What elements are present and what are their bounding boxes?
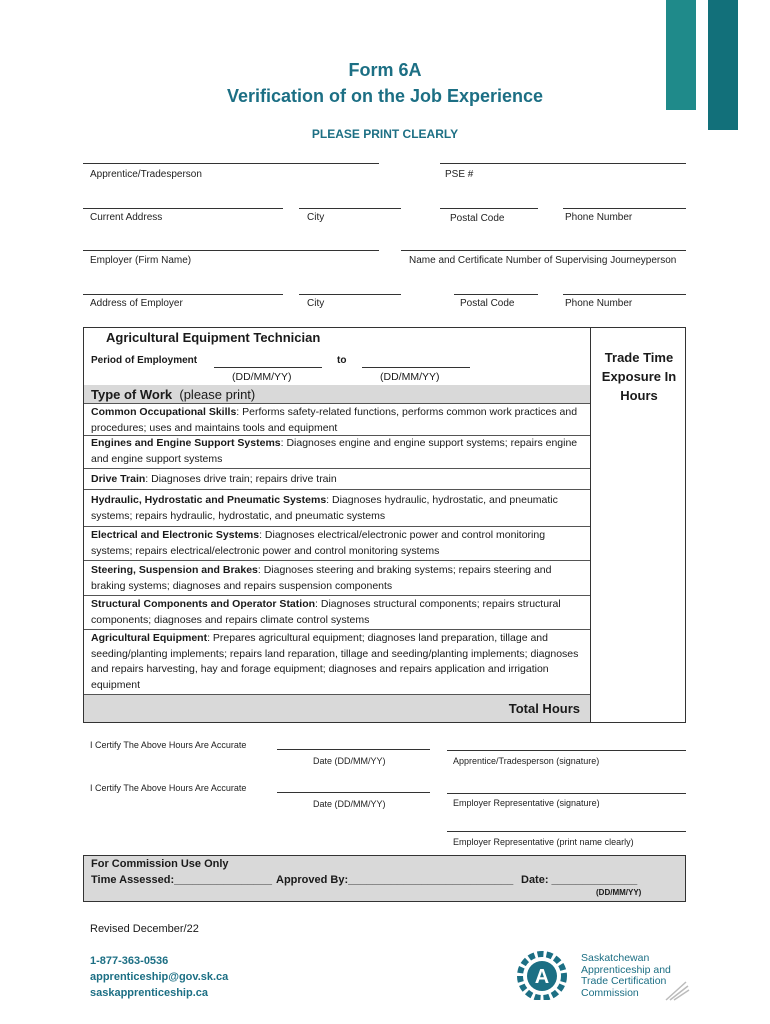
- period-to-field[interactable]: [362, 367, 470, 368]
- employer-phone-label: Phone Number: [565, 298, 633, 309]
- trade-name: Agricultural Equipment Technician: [106, 330, 321, 345]
- pse-label: PSE #: [445, 169, 474, 180]
- revised-date: Revised December/22: [90, 923, 199, 935]
- employer-city-field[interactable]: [299, 294, 401, 295]
- current-address-field[interactable]: [83, 208, 283, 209]
- employer-postal-field[interactable]: [454, 294, 538, 295]
- please-print-label: (please print): [179, 387, 256, 402]
- hours-header-line2: Exposure In: [601, 369, 677, 384]
- satcc-logo: [510, 950, 576, 1000]
- table-row: Steering, Suspension and Brakes: Diagnoses steering and braking systems; repairs steering and braking systems; diagnoses and repairs suspension components: [91, 564, 552, 592]
- date-label-2: Date (DD/MM/YY): [313, 799, 386, 809]
- table-row: Agricultural Equipment: Prepares agricultural equipment; diagnoses land preparation, tillage and seeding/planting implements; repairs land reparation, tillage and seeding/planting implements; diagnoses and repairs harvesting, hay and forage equipment; diagnoses and repairs application and irrigation equipment: [91, 632, 579, 691]
- hours-header-line3: Hours: [620, 388, 658, 403]
- row-separator: [84, 526, 590, 527]
- org-name-line: Saskatchewan: [581, 952, 650, 964]
- apprentice-label: Apprentice/Tradesperson: [90, 169, 202, 180]
- certify-label-1: I Certify The Above Hours Are Accurate: [90, 740, 247, 750]
- form-title: Verification of on the Job Experience: [226, 86, 544, 106]
- total-hours-input[interactable]: [591, 695, 685, 722]
- employer-label: Employer (Firm Name): [90, 255, 192, 266]
- contact-email[interactable]: apprenticeship@gov.sk.ca: [90, 971, 229, 983]
- org-name-line: Apprenticeship and: [581, 963, 671, 976]
- phone-label: Phone Number: [565, 212, 633, 223]
- employer-address-field[interactable]: [83, 294, 283, 295]
- commission-date[interactable]: Date: ______________: [521, 874, 638, 886]
- period-from-field[interactable]: [214, 367, 322, 368]
- row-separator: [84, 629, 590, 630]
- employer-signature-field[interactable]: [447, 793, 686, 794]
- table-row: Drive Train: Diagnoses drive train; repairs drive train: [91, 473, 337, 485]
- employer-name-field[interactable]: [447, 831, 686, 832]
- period-label: Period of Employment: [91, 355, 198, 366]
- form-number: Form 6A: [348, 60, 422, 80]
- postal-code-label: Postal Code: [450, 213, 505, 224]
- city-field[interactable]: [299, 208, 401, 209]
- hours-entry-column[interactable]: [591, 403, 685, 693]
- apprentice-signature-field[interactable]: [447, 750, 686, 751]
- certify-label-2: I Certify The Above Hours Are Accurate: [90, 783, 247, 793]
- table-row: Electrical and Electronic Systems: Diagnoses electrical/electronic power and control monitoring systems; repairs electrical/electronic power and control monitoring systems: [91, 529, 546, 557]
- type-of-work-label: Type of Work: [91, 387, 173, 402]
- table-row: Common Occupational Skills: Performs safety-related functions, performs common work practices and procedures; uses and maintains tools and equipment: [91, 406, 578, 434]
- org-name-line: Commission: [581, 986, 639, 999]
- date-format-to: (DD/MM/YY): [380, 371, 440, 383]
- row-separator: [84, 403, 590, 404]
- employer-phone-field[interactable]: [563, 294, 686, 295]
- time-assessed[interactable]: Time Assessed:________________: [91, 874, 273, 886]
- logo-letter: A: [534, 966, 550, 988]
- commission-date-format: (DD/MM/YY): [596, 888, 642, 897]
- org-name: [581, 953, 671, 999]
- type-of-work-heading: [91, 387, 255, 402]
- total-hours-label: Total Hours: [508, 701, 580, 716]
- employer-name-label: Employer Representative (print name clearly): [453, 837, 634, 847]
- phone-field[interactable]: [563, 208, 686, 209]
- employer-postal-label: Postal Code: [460, 298, 515, 309]
- date-field-1[interactable]: [277, 749, 430, 750]
- apprentice-signature-label: Apprentice/Tradesperson (signature): [453, 756, 600, 766]
- approved-by[interactable]: Approved By:___________________________: [276, 874, 514, 886]
- org-name-line: Trade Certification: [581, 975, 667, 987]
- row-separator: [84, 694, 590, 695]
- employer-signature-label: Employer Representative (signature): [453, 798, 600, 808]
- employer-field[interactable]: [83, 250, 379, 251]
- date-label-1: Date (DD/MM/YY): [313, 756, 386, 766]
- employer-address-label: Address of Employer: [90, 298, 183, 309]
- wheat-icon: [664, 978, 690, 1007]
- current-address-label: Current Address: [90, 212, 163, 223]
- row-separator: [84, 560, 590, 561]
- journeyperson-label: Name and Certificate Number of Supervising Journeyperson: [409, 255, 677, 266]
- row-separator: [84, 595, 590, 596]
- date-format-from: (DD/MM/YY): [232, 371, 292, 383]
- row-separator: [84, 489, 590, 490]
- postal-code-field[interactable]: [440, 208, 538, 209]
- print-note: PLEASE PRINT CLEARLY: [311, 127, 459, 141]
- contact-phone[interactable]: 1-877-363-0536: [90, 955, 169, 967]
- journeyperson-field[interactable]: [401, 250, 686, 251]
- row-separator: [84, 468, 590, 469]
- table-row: Structural Components and Operator Station: Diagnoses structural components; repairs structural components; diagnoses and repairs climate control systems: [91, 598, 561, 626]
- table-row: Engines and Engine Support Systems: Diagnoses engine and engine support systems; repairs engine and engine support systems: [91, 437, 578, 465]
- commission-heading: For Commission Use Only: [91, 858, 229, 870]
- logo-icon: [510, 950, 576, 1000]
- contact-website[interactable]: saskapprenticeship.ca: [90, 987, 209, 999]
- period-to: to: [337, 355, 347, 366]
- city-label: City: [307, 212, 325, 223]
- hours-header-line1: Trade Time: [604, 350, 674, 365]
- table-row: Hydraulic, Hydrostatic and Pneumatic Systems: Diagnoses hydraulic, hydrostatic, and pneumatic systems; repairs hydraulic, hydrostatic, and pneumatic systems: [91, 494, 558, 522]
- date-field-2[interactable]: [277, 792, 430, 793]
- pse-field[interactable]: [440, 163, 686, 164]
- apprentice-field[interactable]: [83, 163, 379, 164]
- hours-header: [592, 348, 686, 405]
- employer-city-label: City: [307, 298, 325, 309]
